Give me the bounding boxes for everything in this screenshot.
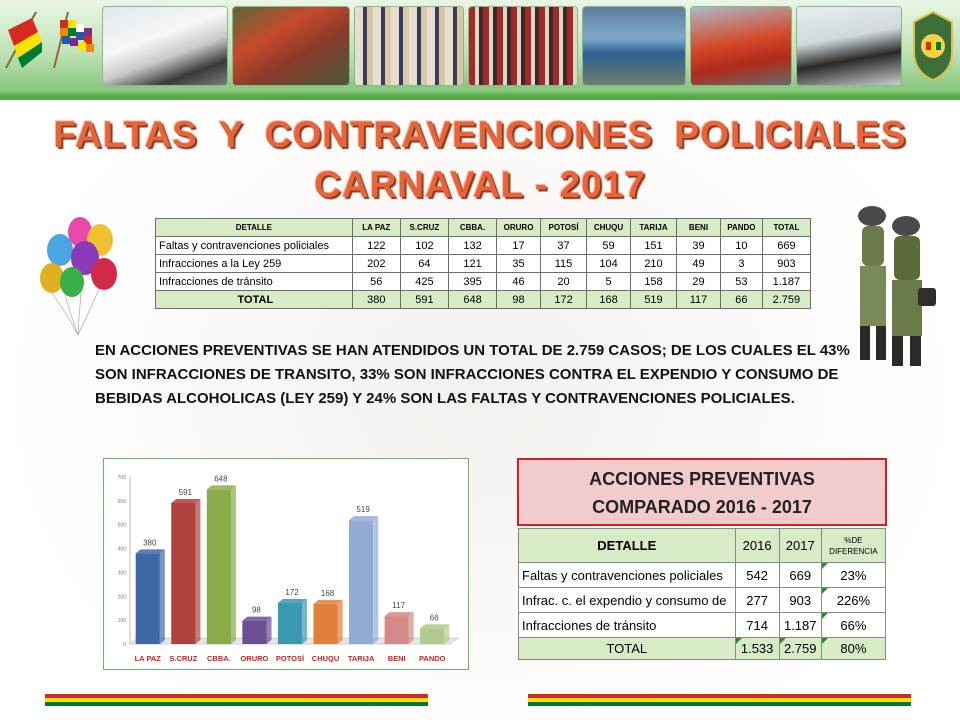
page-subtitle: CARNAVAL - 2017 [314,164,646,205]
bar-top [349,516,378,520]
wiphala-flag-icon [48,10,96,70]
table-cell: 104 [587,255,631,273]
x-tick-label: CHUQU [311,654,340,663]
table-cell: 648 [448,291,496,309]
table-cell: 29 [677,273,721,291]
column-header: S.CRUZ [400,219,448,237]
comparison-banner [517,458,887,526]
table-cell: 277 [735,588,779,613]
bar-side [160,549,165,644]
table-cell: 380 [352,291,400,309]
bar-data-label: 591 [178,488,193,498]
table-cell: 23% [821,563,885,588]
balloons-icon [30,210,130,340]
table-cell: 519 [630,291,676,309]
table-cell: 35 [497,255,541,273]
y-tick-label: 400 [117,546,126,553]
table-cell: 669 [779,563,821,588]
table-cell: 425 [400,273,448,291]
table-cell: 49 [677,255,721,273]
column-header: TOTAL [762,219,810,237]
table-cell: 669 [762,237,810,255]
parade-photo [354,6,464,86]
table-cell: 10 [720,237,762,255]
bar-data-label: 648 [214,474,228,484]
table-cell: 158 [630,273,676,291]
y-tick-label: 100 [117,618,126,625]
bar-top [171,499,200,503]
column-header: 2016 [735,529,779,563]
column-header: BENI [677,219,721,237]
y-tick-label: 0 [123,642,126,648]
x-tick-label: S.CRUZ [169,654,198,663]
table-cell: Infracciones a la Ley 259 [156,255,353,273]
column-header: ORURO [497,219,541,237]
table-cell: 1.533 [735,638,779,660]
x-tick-label: CBBA. [207,654,231,663]
table-cell: 2.759 [762,291,810,309]
banner-line-2: COMPARADO 2016 - 2017 [592,497,812,517]
table-row [519,563,886,588]
column-header: POTOSÍ [541,219,587,237]
table-cell: 56 [352,273,400,291]
table-cell: 210 [630,255,676,273]
table-cell: 395 [448,273,496,291]
bar-data-label: 117 [392,601,406,611]
bar [242,621,266,644]
bar [171,503,195,644]
bar-top [420,624,449,628]
bar [136,553,160,644]
y-tick-label: 200 [117,594,126,601]
bar-side [267,617,272,644]
table-cell: 151 [630,237,676,255]
table-cell: 5 [587,273,631,291]
table-cell: 115 [541,255,587,273]
table-cell: 714 [735,613,779,638]
banner-line-1: ACCIONES PREVENTIVAS [589,469,815,489]
table-cell: 102 [400,237,448,255]
table-cell: 3 [720,255,762,273]
table-cell: 80% [821,638,885,660]
y-tick-label: 300 [117,570,126,577]
bar-data-label: 168 [320,588,335,598]
table-cell: 121 [448,255,496,273]
y-tick-label: 700 [117,475,126,481]
bar-data-label: 172 [285,587,299,597]
bar-top [136,549,165,553]
bar [420,628,444,644]
x-tick-label: TARIJA [347,654,375,663]
table-total-row [519,638,886,660]
table-cell: 2.759 [779,638,821,660]
column-header-diff-line2: DIFERENCIA [829,546,878,556]
bar-data-label: 98 [251,605,261,615]
y-tick-label: 500 [117,522,126,529]
bar-chart [103,458,469,670]
bar-chart-svg [104,459,470,671]
table-cell: 202 [352,255,400,273]
table-row [519,588,886,613]
bottom-flag-stripe-right [528,694,911,706]
table-row [156,255,811,273]
table-cell: Faltas y contravenciones policiales [519,563,736,588]
table-cell: 122 [352,237,400,255]
table-cell: 132 [448,237,496,255]
table-row [156,273,811,291]
bar [349,520,373,644]
bar-data-label: 380 [143,538,157,548]
bar-top [385,612,414,616]
table-cell: Infracciones de tránsito [156,273,353,291]
x-tick-label: BENI [387,654,406,663]
column-header: CHUQU [587,219,631,237]
column-header: 2017 [779,529,821,563]
bolivia-flag-icon [2,10,42,70]
table-total-row [156,291,811,309]
bar [207,489,231,644]
column-header: LA PAZ [352,219,400,237]
table-cell: 168 [587,291,631,309]
x-tick-label: PANDO [418,654,446,663]
bar-side [231,485,236,644]
table-cell: 37 [541,237,587,255]
summary-table [155,218,811,309]
bus-photo [582,6,686,86]
motorcycle-photo [796,6,902,86]
table-row [519,613,886,638]
police-car-photo [102,6,228,86]
table-cell: 66 [720,291,762,309]
rescue-team-photo [232,6,350,86]
bar-side [195,499,200,644]
x-tick-label: LA PAZ [134,654,161,663]
table-cell: 66% [821,613,885,638]
bar-side [373,516,378,644]
table-cell: Infracciones de tránsito [519,613,736,638]
column-header-diff [821,529,885,563]
summary-paragraph: EN ACCIONES PREVENTIVAS SE HAN ATENDIDOS UN TOTAL DE 2.759 CASOS; DE LOS CUALES EL 43% SON INFRACCIONES DE TRANSITO, 33% SON INFRACCIONES CONTRA EL EXPENDIO Y CONSUMO DE BEBIDAS ALCOHOLICAS (LEY 259) Y 24% SON LAS FALTAS Y CONTRAVENCIONES POLICIALES. [95,342,850,407]
table-cell: 226% [821,588,885,613]
fire-truck-photo [690,6,792,86]
summary-table-header [156,219,811,237]
table-cell: 1.187 [762,273,810,291]
table-cell: 172 [541,291,587,309]
table-cell: 20 [541,273,587,291]
band-photo [468,6,578,86]
y-tick-label: 600 [117,498,126,505]
police-emblem-icon [908,8,958,84]
bar [385,616,409,644]
bar-data-label: 519 [356,505,370,515]
bar-top [278,599,307,603]
page-title: FALTAS Y CONTRAVENCIONES POLICIALES [53,114,907,155]
table-cell: 542 [735,563,779,588]
table-cell: 903 [762,255,810,273]
comparison-table-header [519,529,886,563]
x-tick-label: POTOSÍ [275,654,305,663]
comparison-table [518,528,886,660]
table-row [156,237,811,255]
bar-top [242,617,271,621]
table-cell: TOTAL [156,291,353,309]
table-cell: 117 [677,291,721,309]
column-header: TARIJA [630,219,676,237]
table-cell: 53 [720,273,762,291]
table-cell: 17 [497,237,541,255]
table-cell: 591 [400,291,448,309]
table-cell: TOTAL [519,638,736,660]
bar-data-label: 66 [429,613,439,623]
table-cell: 903 [779,588,821,613]
table-cell: 46 [497,273,541,291]
table-cell: 59 [587,237,631,255]
bar-side [338,600,343,644]
bar-top [313,600,342,604]
table-cell: 64 [400,255,448,273]
column-header: CBBA. [448,219,496,237]
table-cell: Faltas y contravenciones policiales [156,237,353,255]
column-header: DETALLE [156,219,353,237]
column-header: DETALLE [519,529,736,563]
column-header-diff-line1: %DE [844,535,863,545]
bar-top [207,485,236,489]
bar [278,603,302,644]
bar-side [302,599,307,644]
header-banner [0,0,960,100]
bar [313,604,337,644]
x-tick-label: ORURO [240,654,269,663]
bar-side [409,612,414,644]
table-cell: 1.187 [779,613,821,638]
bottom-flag-stripe-left [45,694,428,706]
table-cell: 98 [497,291,541,309]
table-cell: 39 [677,237,721,255]
column-header: PANDO [720,219,762,237]
table-cell: Infrac. c. el expendio y consumo de [519,588,736,613]
